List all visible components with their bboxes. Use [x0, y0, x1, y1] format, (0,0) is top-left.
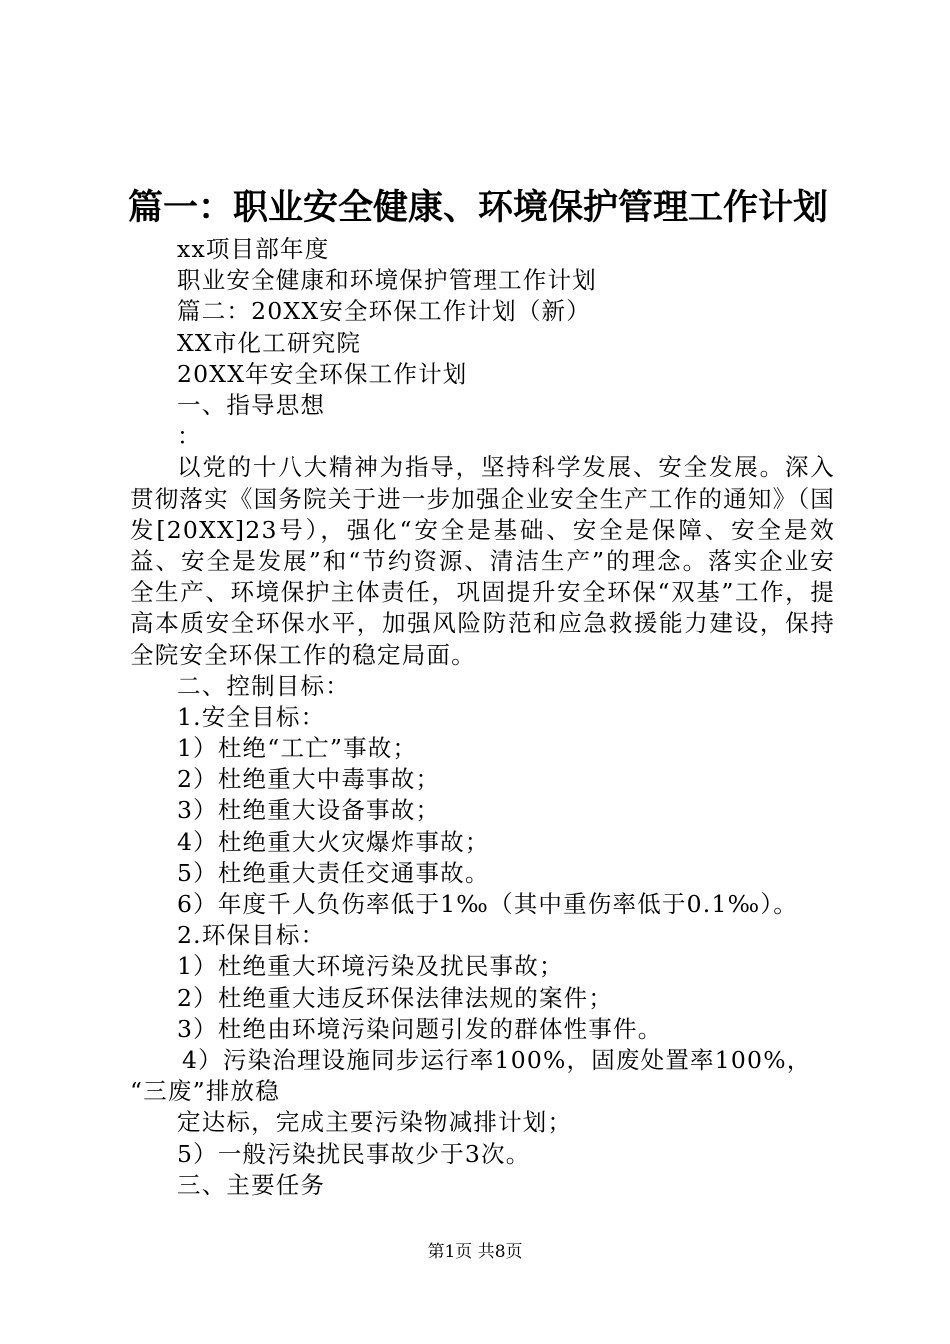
text-line: xx项目部年度: [177, 235, 330, 263]
section-heading: 一、指导思想: [177, 390, 326, 419]
guiding-paragraph: 以党的十八大精神为指导，坚持科学发展、安全发展。深入贯彻落实《国务院关于进一步加强企业安全生产工作的通知》（国发[20XX]23号），强化“安全是基础、安全是保障、安全是效益、安全是发展”和“节约资源、清洁生产”的理念。落实企业安全生产、环境保护主体责任，巩固提升安全环保“双基”工作，提高本质安全环保水平，加强风险防范和应急救援能力建设，保持全院安全环保工作的稳定局面。: [130, 453, 835, 669]
section-heading: 二、控制目标：: [177, 671, 350, 700]
list-item: 1.安全目标：: [177, 702, 326, 731]
text-line: 职业安全健康和环境保护管理工作计划: [177, 266, 597, 295]
list-item: 6）年度千人负伤率低于1‰（其中重伤率低于0.1‰）。: [177, 890, 798, 919]
list-item: 2）杜绝重大违反环保法律法规的案件；: [177, 983, 614, 1012]
list-item-continuation: 定达标，完成主要污染物减排计划；: [177, 1108, 573, 1137]
list-item: 3）杜绝由环境污染问题引发的群体性事件。: [177, 1014, 663, 1043]
list-item: 4）污染治理设施同步运行率100%，固废处置率100%，: [182, 1045, 812, 1074]
text-line: 20XX年安全环保工作计划: [177, 359, 468, 388]
document-body: [130, 234, 835, 1201]
list-item: 5）一般污染扰民事故少于3次。: [177, 1139, 531, 1168]
text-line: 篇二：20XX安全环保工作计划（新）: [177, 297, 591, 326]
list-item: 2）杜绝重大中毒事故；: [177, 765, 441, 794]
list-item: 4）杜绝重大火灾爆炸事故；: [177, 827, 490, 856]
list-item-continuation: “三废”排放稳: [130, 1077, 280, 1106]
list-item: 3）杜绝重大设备事故；: [177, 796, 441, 825]
section-heading: 三、主要任务: [177, 1170, 326, 1199]
list-item: 1）杜绝重大环境污染及扰民事故；: [177, 952, 564, 981]
document-title: 篇一：职业安全健康、环境保护管理工作计划: [128, 187, 829, 228]
list-item: 5）杜绝重大责任交通事故。: [177, 858, 490, 887]
text-line: XX市化工研究院: [177, 328, 362, 357]
text-line: ：: [177, 422, 202, 451]
list-item: 1）杜绝“工亡”事故；: [177, 734, 418, 763]
list-item: 2.环保目标：: [177, 921, 326, 950]
page-footer: 第1页 共8页: [427, 1242, 523, 1262]
